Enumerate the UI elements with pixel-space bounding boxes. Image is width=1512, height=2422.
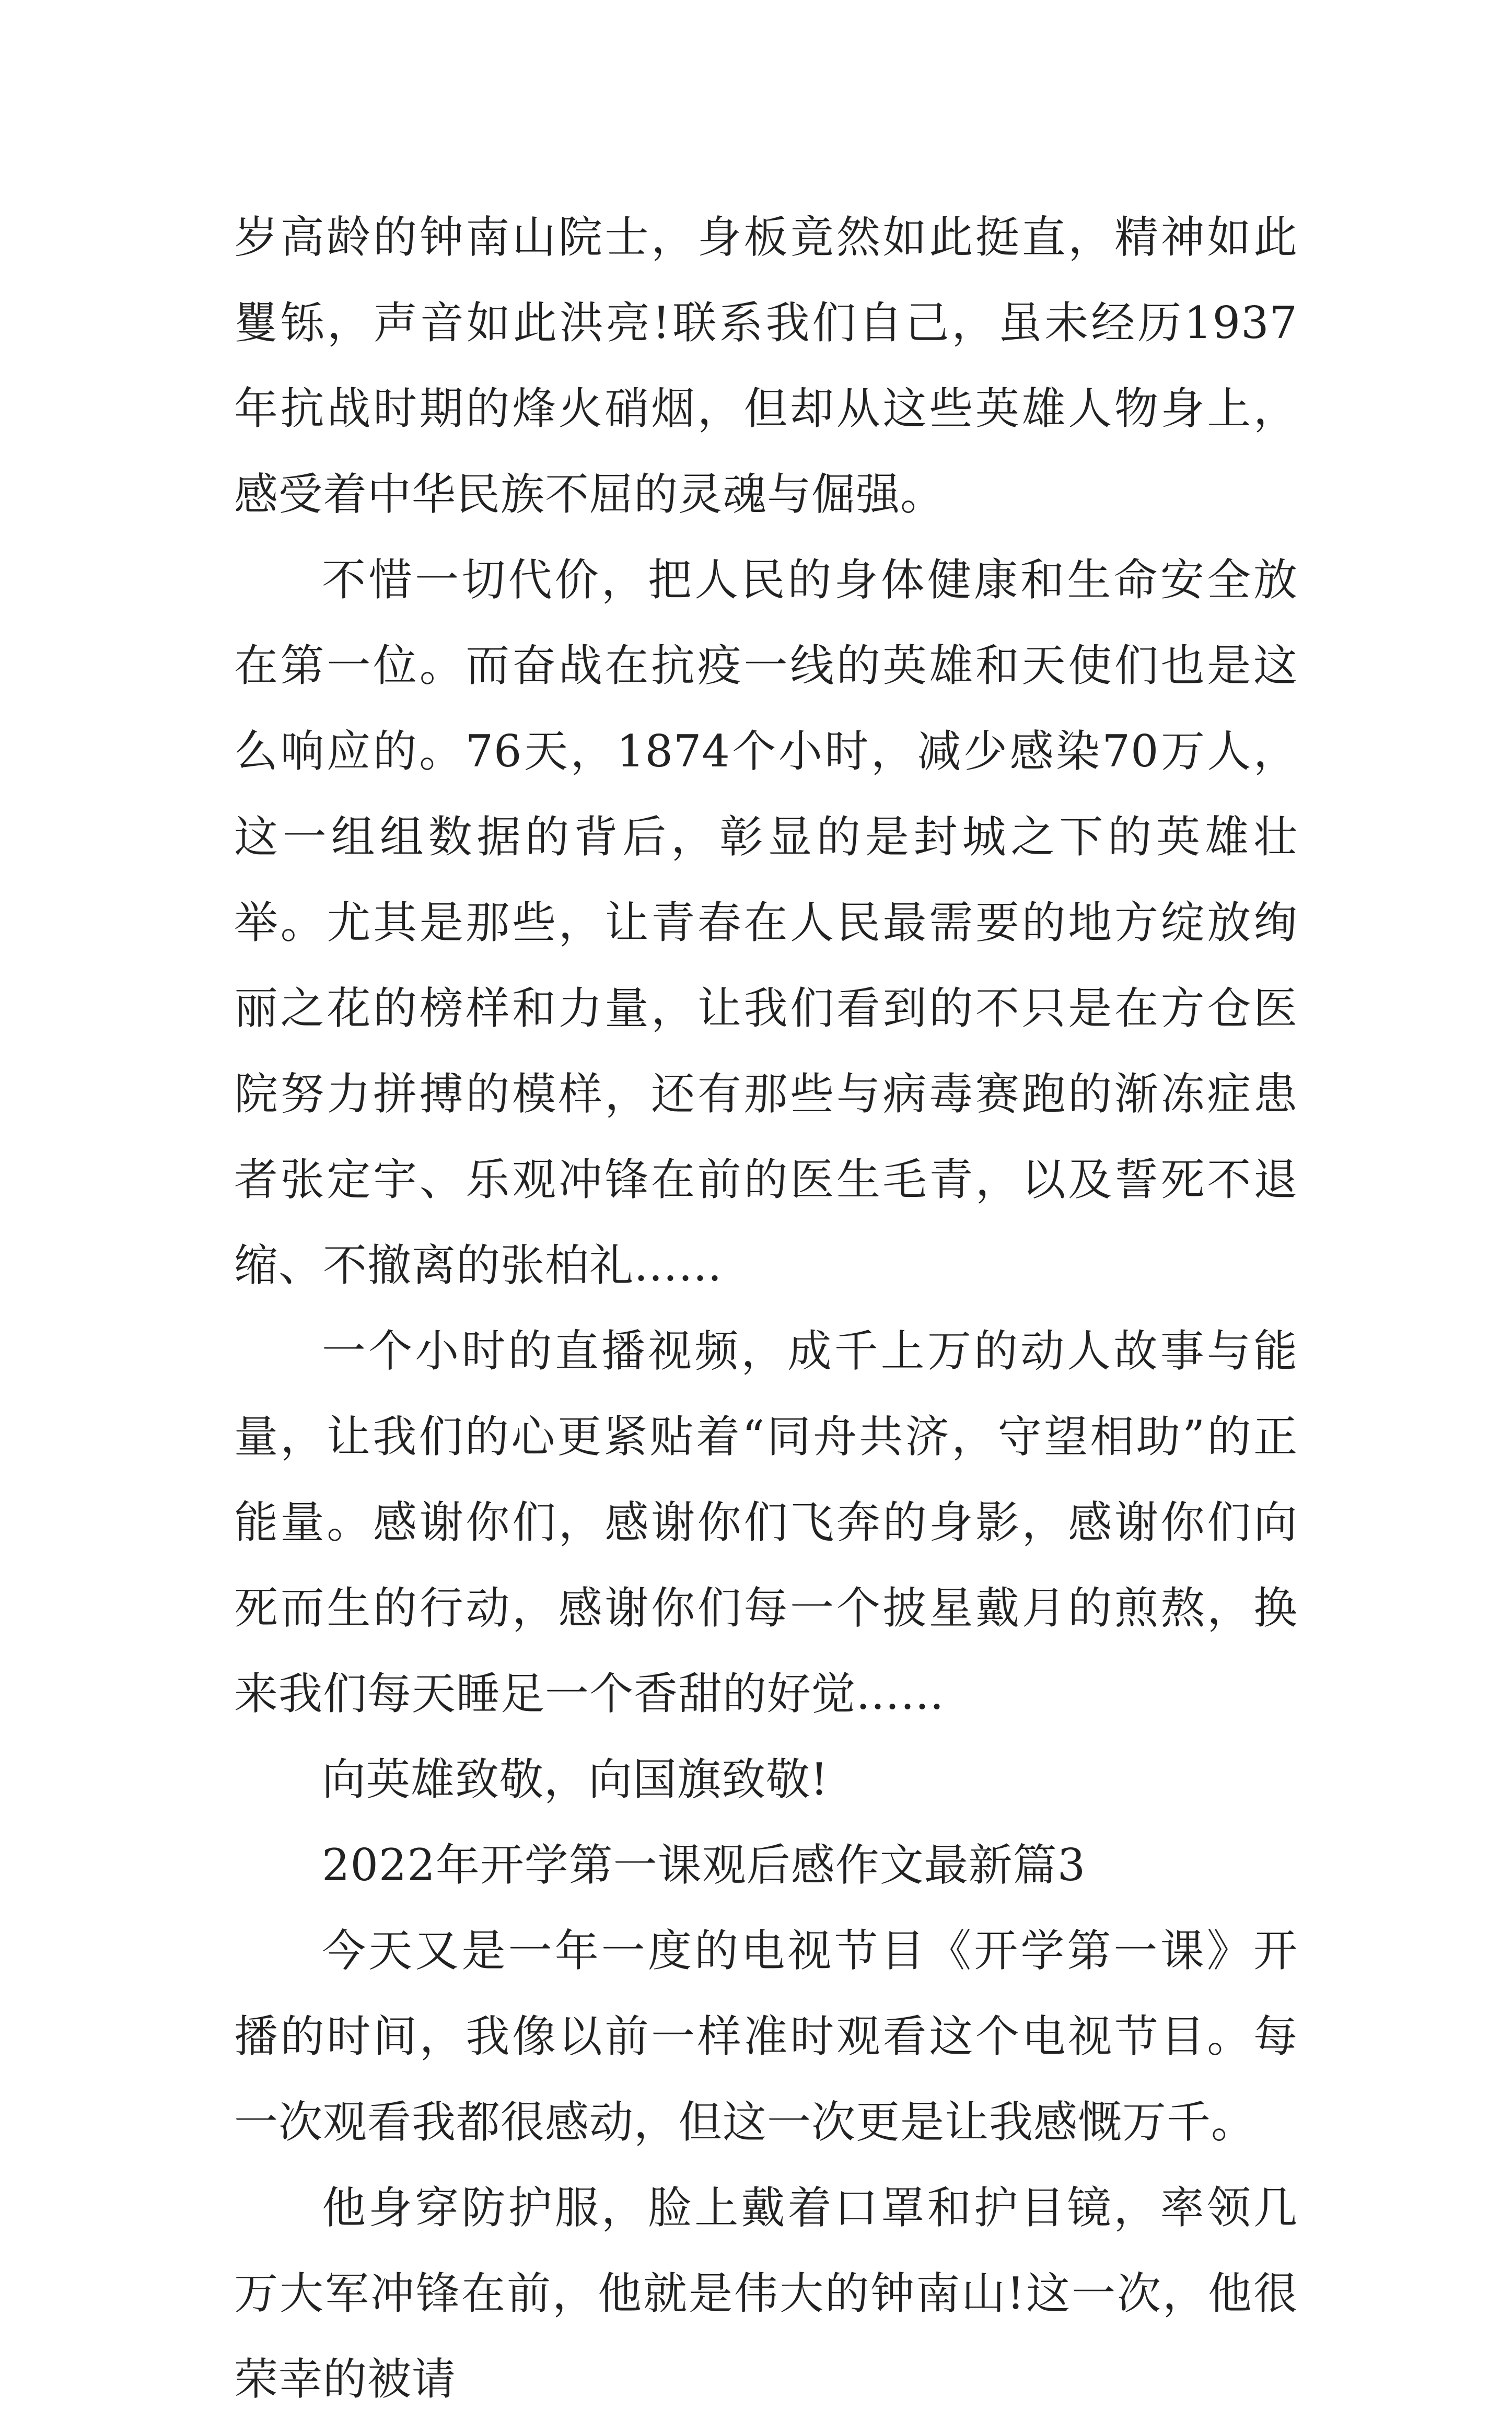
paragraph-7: 他身穿防护服，脸上戴着口罩和护目镜，率领几万大军冲锋在前，他就是伟大的钟南山!这一次，他很荣幸的被请 — [234, 2182, 1298, 2405]
paragraph-3: 一个小时的直播视频，成千上万的动人故事与能量，让我们的心更紧贴着“同舟共济，守望相助”的正能量。感谢你们，感谢你们飞奔的身影，感谢你们向死而生的行动，感谢你们每一个披星戴月的煎熬，换来我们每天睡足一个香甜的好觉…… — [234, 1325, 1298, 1719]
paragraph-6: 今天又是一年一度的电视节目《开学第一课》开播的时间，我像以前一样准时观看这个电视节目。每一次观看我都很感动，但这一次更是让我感慨万千。 — [234, 1925, 1298, 2148]
paragraph-2: 不惜一切代价，把人民的身体健康和生命安全放在第一位。而奋战在抗疫一线的英雄和天使们也是这么响应的。76天，1874个小时，减少感染70万人，这一组组数据的背后，彰显的是封城之下的英雄壮举。尤其是那些，让青春在人民最需要的地方绽放绚丽之花的榜样和力量，让我们看到的不只是在方仓医院努力拼搏的模样，还有那些与病毒赛跑的渐冻症患者张定宇、乐观冲锋在前的医生毛青，以及誓死不退缩、不撤离的张柏礼…… — [234, 554, 1298, 1291]
paragraph-1: 岁高龄的钟南山院士，身板竟然如此挺直，精神如此矍铄，声音如此洪亮!联系我们自己，虽未经历1937年抗战时期的烽火硝烟，但却从这些英雄人物身上，感受着中华民族不屈的灵魂与倔强。 — [234, 212, 1298, 520]
section-heading: 2022年开学第一课观后感作文最新篇3 — [322, 1839, 1086, 1891]
paragraph-4: 向英雄致敬，向国旗致敬! — [322, 1754, 829, 1805]
document-body — [234, 194, 1298, 2422]
